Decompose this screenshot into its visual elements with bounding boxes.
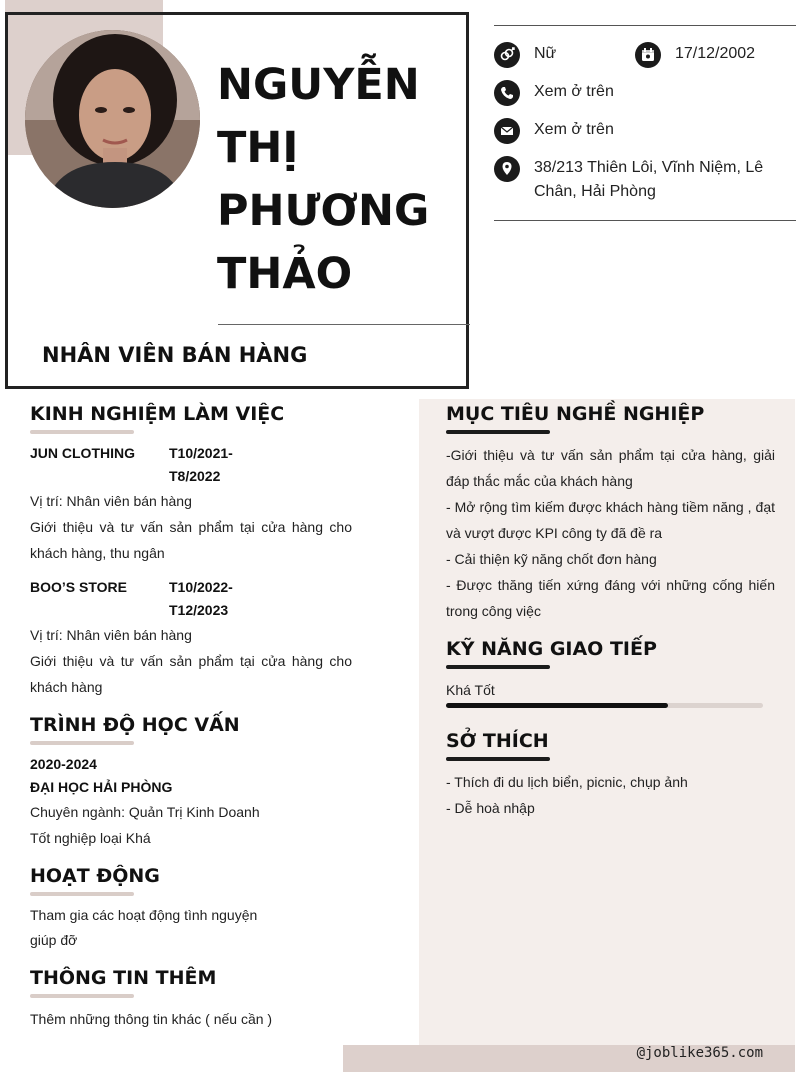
job-company: JUN CLOTHING [30,445,135,461]
education-title: TRÌNH ĐỘ HỌC VẤN [30,714,240,736]
activities-line: Tham gia các hoạt động tình nguyện [30,907,258,923]
job-company: BOO’S STORE [30,579,127,595]
activities-line: giúp đỡ [30,932,78,948]
experience-title: KINH NGHIỆM LÀM VIỆC [30,403,285,425]
gender-icon [494,42,520,68]
contact-info [494,25,796,221]
name-divider [218,324,470,325]
objective-item: - Cải thiện kỹ năng chốt đơn hàng [446,551,657,567]
skill-level-label: Khá Tốt [446,682,495,698]
envelope-icon [494,118,520,144]
job-position: Vị trí: Nhân viên bán hàng [30,627,192,643]
name-line: PHƯƠNG [217,186,430,236]
candidate-name [217,54,457,306]
phone-icon [494,80,520,106]
gender-value: Nữ [534,45,557,62]
job-period-start: T10/2022- [169,579,233,595]
job-description: Giới thiệu và tư vấn sản phẩm tại cửa hàng cho khách hàng [30,653,352,695]
extra-info-text: Thêm những thông tin khác ( nếu cần ) [30,1011,273,1027]
address-value: 38/213 Thiên Lôi, Vĩnh Niệm, Lê Chân, Hải Phòng [534,159,764,200]
experience-underline [30,430,134,434]
activities-title: HOẠT ĐỘNG [30,865,160,887]
extra-info-title: THÔNG TIN THÊM [30,967,217,989]
skills-underline [446,665,550,669]
email-value: Xem ở trên [534,121,614,138]
job-period-end: T8/2022 [169,468,221,484]
extra-info-underline [30,994,134,998]
objective-item: - Mở rộng tìm kiếm được khách hàng tiềm năng , đạt và vượt được KPI công ty đã đề ra [446,499,775,541]
objective-underline [446,430,550,434]
job-period-start: T10/2021- [169,445,233,461]
contact-email [494,118,614,144]
job-period [169,576,233,622]
name-line: NGUYỄN [217,60,420,110]
calendar-icon [635,42,661,68]
objective-item: - Được thăng tiến xứng đáng với những cống hiến trong công việc [446,577,775,619]
activities-underline [30,892,134,896]
education-underline [30,741,134,745]
job-description: Giới thiệu và tư vấn sản phẩm tại cửa hàng cho khách hàng, thu ngân [30,519,352,561]
hobby-item: - Dễ hoà nhập [446,800,535,816]
education-years: 2020-2024 [30,756,97,772]
skill-progress-fill [446,703,668,708]
objective-item: -Giới thiệu và tư vấn sản phẩm tại cửa hàng, giải đáp thắc mắc của khách hàng [446,447,775,489]
hobbies-title: SỞ THÍCH [446,730,549,752]
education-school: ĐẠI HỌC HẢI PHÒNG [30,779,173,795]
hobby-item: - Thích đi du lịch biển, picnic, chụp ảnh [446,774,688,790]
map-pin-icon [494,156,520,182]
job-position: Vị trí: Nhân viên bán hàng [30,493,192,509]
profile-photo-image [25,30,200,208]
job-period [169,442,233,488]
birthdate-value: 17/12/2002 [675,45,756,62]
skill-progress-bar [446,703,763,708]
contact-address [494,156,794,204]
education-grade: Tốt nghiệp loại Khá [30,830,151,846]
name-line: THỊ [217,123,299,173]
hobbies-underline [446,757,550,761]
job-period-end: T12/2023 [169,602,229,618]
name-line: THẢO [217,249,353,299]
contact-birthdate [635,42,755,68]
phone-value: Xem ở trên [534,83,614,100]
skills-title: KỸ NĂNG GIAO TIẾP [446,638,657,660]
contact-phone [494,80,614,106]
watermark: @joblike365.com [636,1045,763,1061]
profile-photo [25,30,200,208]
job-title: NHÂN VIÊN BÁN HÀNG [42,343,308,367]
objective-title: MỤC TIÊU NGHỀ NGHIỆP [446,403,705,425]
contact-gender [494,42,556,68]
education-major: Chuyên ngành: Quản Trị Kinh Doanh [30,804,260,820]
